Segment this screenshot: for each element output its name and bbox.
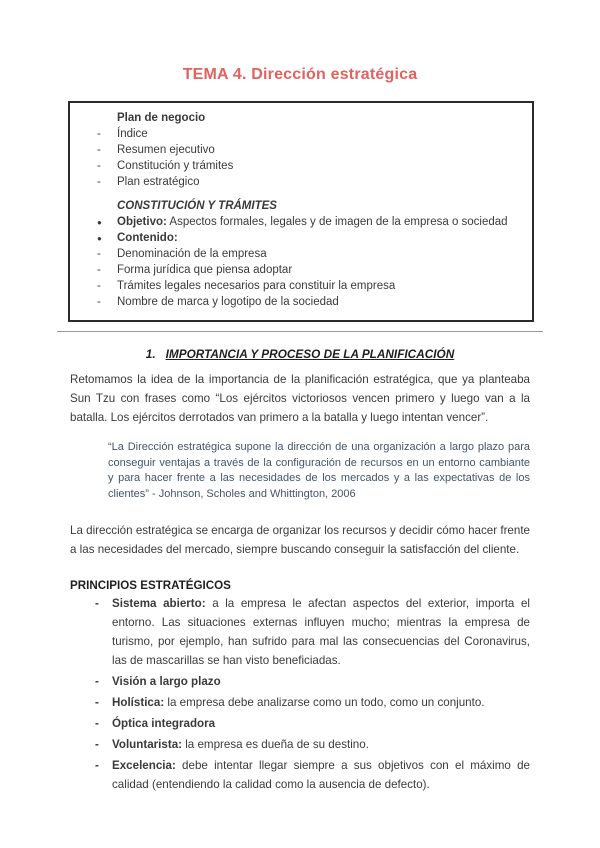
horizontal-divider (57, 331, 543, 332)
list-item-label: Trámites legales necesarios para constituir la empresa (117, 280, 396, 292)
principle-term: Sistema abierto: (112, 597, 206, 610)
principle-item (70, 594, 530, 670)
list-item (70, 214, 522, 230)
list-item (70, 126, 522, 142)
bullet-marker: ● (97, 218, 102, 227)
list-item-label: Nombre de marca y logotipo de la sociedad (117, 296, 339, 308)
principle-term: Óptica integradora (112, 717, 216, 730)
list-item (70, 230, 522, 246)
dash-marker: - (97, 248, 101, 260)
list-item-label: Plan estratégico (117, 176, 200, 188)
list-item (70, 174, 522, 190)
list-item (70, 158, 522, 174)
list-item-text: Aspectos formales, legales y de imagen de la empresa o sociedad (166, 216, 508, 228)
principle-item (70, 735, 530, 754)
list-item-label: Índice (117, 128, 148, 140)
list-item-label: Forma jurídica que piensa adoptar (117, 264, 293, 276)
section-heading (70, 347, 530, 361)
principle-item (70, 693, 530, 712)
dash-marker: - (95, 597, 99, 610)
box-heading: Plan de negocio (117, 112, 206, 124)
principle-item (70, 756, 530, 794)
list-item (70, 262, 522, 278)
list-item (70, 294, 522, 310)
list-item-term: Objetivo: (117, 216, 167, 228)
principle-text: la empresa debe analizarse como un todo, como un conjunto. (164, 696, 485, 709)
dash-marker: - (97, 160, 101, 172)
summary-paragraph: La dirección estratégica se encarga de organizar los recursos y decidir cómo hacer frente a las necesidades del mercado, siempre buscando conseguir la satisfacción del cliente. (70, 524, 530, 556)
list-item-label: Constitución y trámites (117, 160, 234, 172)
page-title: TEMA 4. Dirección estratégica (182, 66, 418, 83)
principle-text: a la empresa le afectan aspectos del exterior, importa el entorno. Las situaciones externas influyen mucho; mientras la empresa de turismo, por ejemplo, han sufrido para mal las consecuencias del Coronavirus, las de mascarillas se han visto beneficiadas. (112, 597, 530, 667)
list-item (70, 142, 522, 158)
section-heading-text: IMPORTANCIA Y PROCESO DE LA PLANIFICACIÓN (165, 347, 455, 361)
principle-term: Visión a largo plazo (112, 675, 221, 688)
list-item-label: Denominación de la empresa (117, 248, 267, 260)
dash-marker: - (95, 738, 99, 751)
dash-marker: - (97, 296, 101, 308)
intro-paragraph: Retomamos la idea de la importancia de la planificación estratégica, que ya planteaba Sun Tzu con frases como “Los ejércitos victoriosos vencen primero y luego van a la batalla. Los ejércitos derrotados van primero a la batalla y luego intentan vencer”. (70, 373, 530, 424)
list-item (70, 278, 522, 294)
dash-marker: - (97, 128, 101, 140)
list-item-term: Contenido: (117, 232, 178, 244)
quote-paragraph: “La Dirección estratégica supone la dirección de una organización a largo plazo para conseguir ventajas a través de la configuración de recursos en un entorno cambiante y para hacer frente a las necesidades de los mercados y a las expectativas de los clientes” - Johnson, Scholes and Whittington, 2006 (108, 441, 530, 500)
box-bullet-list (70, 214, 522, 246)
principle-item (70, 672, 530, 691)
principle-text: debe intentar llegar siempre a sus objetivos con el máximo de calidad (entendiendo la calidad como la ausencia de defecto). (112, 759, 530, 791)
business-plan-outline-box (68, 101, 534, 322)
list-item (70, 246, 522, 262)
principle-text: la empresa es dueña de su destino. (182, 738, 369, 751)
principles-list (70, 594, 530, 794)
box-dash-list (70, 246, 522, 310)
bullet-marker: ● (97, 234, 102, 243)
dash-marker: - (97, 144, 101, 156)
dash-marker: - (97, 264, 101, 276)
dash-marker: - (95, 696, 99, 709)
principles-heading: PRINCIPIOS ESTRATÉGICOS (70, 579, 231, 592)
dash-marker: - (95, 675, 99, 688)
box-subheading: CONSTITUCIÓN Y TRÁMITES (117, 200, 277, 212)
dash-marker: - (95, 717, 99, 730)
dash-marker: - (97, 176, 101, 188)
section-number: 1. (145, 347, 156, 361)
box-index-list (70, 126, 522, 190)
list-item-label: Resumen ejecutivo (117, 144, 215, 156)
dash-marker: - (97, 280, 101, 292)
principle-item (70, 714, 530, 733)
principle-term: Excelencia: (112, 759, 176, 772)
principle-term: Holística: (112, 696, 165, 709)
principle-term: Voluntarista: (112, 738, 182, 751)
dash-marker: - (95, 759, 99, 772)
